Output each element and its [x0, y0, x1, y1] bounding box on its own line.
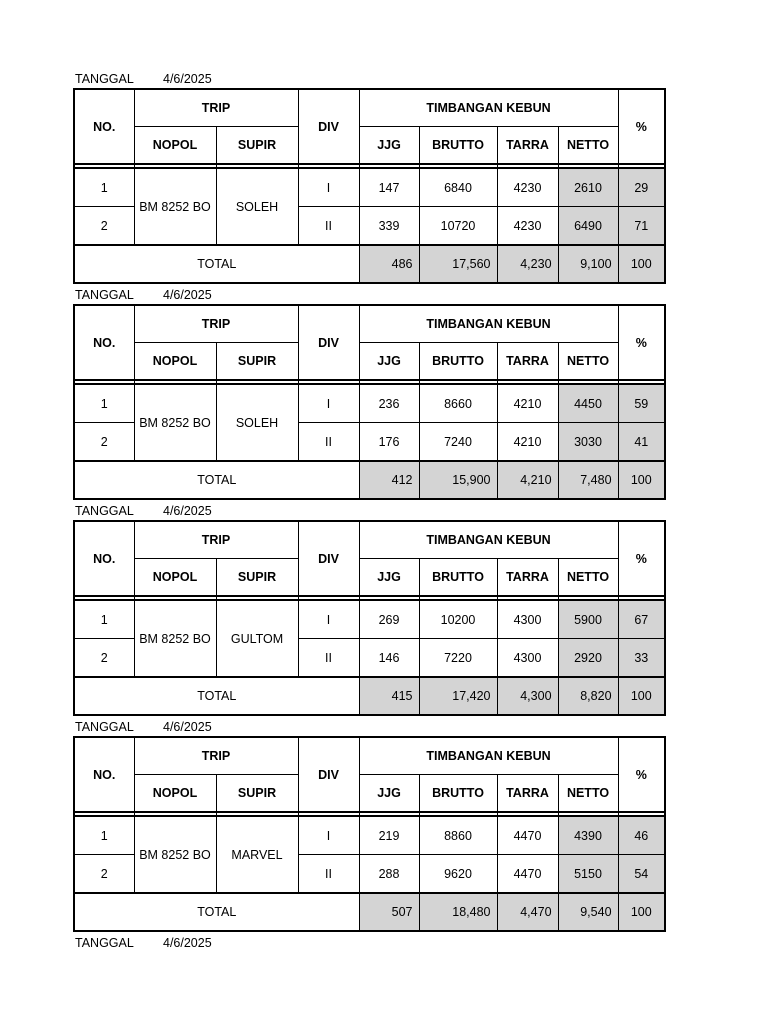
cell-tarra: 4300 [497, 639, 558, 678]
header-div: DIV [298, 737, 359, 812]
cell-netto: 3030 [558, 423, 618, 462]
cell-supir: GULTOM [216, 600, 298, 677]
header-no: NO. [74, 305, 134, 380]
weighing-block [73, 286, 666, 500]
date-value: 4/6/2025 [163, 288, 212, 302]
date-value: 4/6/2025 [163, 504, 212, 518]
total-jjg: 412 [359, 461, 419, 499]
cell-no: 1 [74, 168, 134, 207]
header-timbangan-kebun: TIMBANGAN KEBUN [359, 521, 618, 559]
date-line-trailing [73, 934, 666, 952]
cell-jjg: 288 [359, 855, 419, 894]
cell-jjg: 147 [359, 168, 419, 207]
cell-no: 2 [74, 423, 134, 462]
header-tarra: TARRA [497, 775, 558, 813]
total-percent: 100 [618, 461, 665, 499]
cell-percent: 33 [618, 639, 665, 678]
total-row [74, 461, 665, 499]
total-jjg: 507 [359, 893, 419, 931]
header-nopol: NOPOL [134, 127, 216, 165]
cell-div: I [298, 384, 359, 423]
total-label: TOTAL [74, 893, 359, 931]
cell-netto: 2610 [558, 168, 618, 207]
cell-brutto: 8860 [419, 816, 497, 855]
header-div: DIV [298, 89, 359, 164]
table-row [74, 168, 665, 207]
cell-brutto: 7220 [419, 639, 497, 678]
header-trip: TRIP [134, 737, 298, 775]
cell-tarra: 4210 [497, 384, 558, 423]
header-nopol: NOPOL [134, 343, 216, 381]
header-netto: NETTO [558, 559, 618, 597]
cell-brutto: 6840 [419, 168, 497, 207]
cell-div: II [298, 423, 359, 462]
cell-jjg: 236 [359, 384, 419, 423]
date-label: TANGGAL [75, 720, 134, 734]
cell-percent: 29 [618, 168, 665, 207]
header-jjg: JJG [359, 775, 419, 813]
cell-percent: 54 [618, 855, 665, 894]
header-trip: TRIP [134, 521, 298, 559]
table-row [74, 384, 665, 423]
header-netto: NETTO [558, 343, 618, 381]
header-percent: % [618, 737, 665, 812]
cell-percent: 41 [618, 423, 665, 462]
cell-tarra: 4470 [497, 816, 558, 855]
cell-supir: SOLEH [216, 168, 298, 245]
cell-netto: 5900 [558, 600, 618, 639]
header-no: NO. [74, 521, 134, 596]
header-jjg: JJG [359, 559, 419, 597]
header-brutto: BRUTTO [419, 127, 497, 165]
weighing-block [73, 718, 666, 932]
header-percent: % [618, 89, 665, 164]
header-nopol: NOPOL [134, 775, 216, 813]
cell-jjg: 219 [359, 816, 419, 855]
total-tarra: 4,230 [497, 245, 558, 283]
header-no: NO. [74, 89, 134, 164]
total-tarra: 4,470 [497, 893, 558, 931]
weighing-report [73, 70, 666, 952]
total-label: TOTAL [74, 461, 359, 499]
cell-tarra: 4210 [497, 423, 558, 462]
total-jjg: 415 [359, 677, 419, 715]
cell-no: 2 [74, 639, 134, 678]
cell-nopol: BM 8252 BO [134, 168, 216, 245]
header-brutto: BRUTTO [419, 559, 497, 597]
weighing-block [73, 70, 666, 284]
date-value: 4/6/2025 [163, 72, 212, 86]
total-brutto: 15,900 [419, 461, 497, 499]
header-div: DIV [298, 305, 359, 380]
weighing-table [73, 304, 666, 500]
header-percent: % [618, 305, 665, 380]
total-jjg: 486 [359, 245, 419, 283]
date-line [73, 70, 666, 88]
total-percent: 100 [618, 245, 665, 283]
cell-tarra: 4230 [497, 168, 558, 207]
cell-percent: 46 [618, 816, 665, 855]
cell-netto: 4390 [558, 816, 618, 855]
header-jjg: JJG [359, 127, 419, 165]
header-supir: SUPIR [216, 559, 298, 597]
cell-jjg: 269 [359, 600, 419, 639]
cell-div: I [298, 168, 359, 207]
header-no: NO. [74, 737, 134, 812]
cell-nopol: BM 8252 BO [134, 384, 216, 461]
header-supir: SUPIR [216, 343, 298, 381]
cell-supir: MARVEL [216, 816, 298, 893]
cell-jjg: 176 [359, 423, 419, 462]
total-netto: 7,480 [558, 461, 618, 499]
total-row [74, 893, 665, 931]
cell-netto: 4450 [558, 384, 618, 423]
total-netto: 9,100 [558, 245, 618, 283]
date-label: TANGGAL [75, 72, 134, 86]
total-percent: 100 [618, 893, 665, 931]
total-row [74, 677, 665, 715]
header-timbangan-kebun: TIMBANGAN KEBUN [359, 305, 618, 343]
table-row [74, 600, 665, 639]
date-label: TANGGAL [75, 288, 134, 302]
date-label: TANGGAL [75, 504, 134, 518]
cell-brutto: 7240 [419, 423, 497, 462]
total-row [74, 245, 665, 283]
total-tarra: 4,210 [497, 461, 558, 499]
cell-nopol: BM 8252 BO [134, 600, 216, 677]
cell-no: 1 [74, 384, 134, 423]
cell-div: II [298, 855, 359, 894]
cell-brutto: 8660 [419, 384, 497, 423]
total-brutto: 18,480 [419, 893, 497, 931]
cell-brutto: 10200 [419, 600, 497, 639]
date-line [73, 286, 666, 304]
cell-supir: SOLEH [216, 384, 298, 461]
cell-percent: 67 [618, 600, 665, 639]
cell-jjg: 339 [359, 207, 419, 246]
cell-netto: 6490 [558, 207, 618, 246]
cell-tarra: 4300 [497, 600, 558, 639]
total-tarra: 4,300 [497, 677, 558, 715]
header-percent: % [618, 521, 665, 596]
cell-percent: 59 [618, 384, 665, 423]
date-value: 4/6/2025 [163, 936, 212, 950]
header-nopol: NOPOL [134, 559, 216, 597]
cell-jjg: 146 [359, 639, 419, 678]
cell-no: 2 [74, 855, 134, 894]
header-trip: TRIP [134, 305, 298, 343]
header-jjg: JJG [359, 343, 419, 381]
total-brutto: 17,420 [419, 677, 497, 715]
table-row [74, 816, 665, 855]
date-value: 4/6/2025 [163, 720, 212, 734]
cell-no: 1 [74, 816, 134, 855]
cell-div: I [298, 816, 359, 855]
cell-no: 2 [74, 207, 134, 246]
total-brutto: 17,560 [419, 245, 497, 283]
cell-brutto: 9620 [419, 855, 497, 894]
cell-div: II [298, 207, 359, 246]
header-netto: NETTO [558, 775, 618, 813]
header-div: DIV [298, 521, 359, 596]
total-label: TOTAL [74, 245, 359, 283]
header-tarra: TARRA [497, 343, 558, 381]
cell-percent: 71 [618, 207, 665, 246]
header-tarra: TARRA [497, 559, 558, 597]
cell-brutto: 10720 [419, 207, 497, 246]
header-timbangan-kebun: TIMBANGAN KEBUN [359, 737, 618, 775]
header-netto: NETTO [558, 127, 618, 165]
total-label: TOTAL [74, 677, 359, 715]
cell-div: I [298, 600, 359, 639]
header-timbangan-kebun: TIMBANGAN KEBUN [359, 89, 618, 127]
weighing-table [73, 736, 666, 932]
header-supir: SUPIR [216, 775, 298, 813]
weighing-table [73, 88, 666, 284]
weighing-block [73, 502, 666, 716]
date-label: TANGGAL [75, 936, 134, 950]
header-brutto: BRUTTO [419, 775, 497, 813]
total-percent: 100 [618, 677, 665, 715]
cell-nopol: BM 8252 BO [134, 816, 216, 893]
cell-netto: 2920 [558, 639, 618, 678]
cell-tarra: 4230 [497, 207, 558, 246]
date-line [73, 718, 666, 736]
header-supir: SUPIR [216, 127, 298, 165]
header-brutto: BRUTTO [419, 343, 497, 381]
date-line [73, 502, 666, 520]
total-netto: 8,820 [558, 677, 618, 715]
weighing-table [73, 520, 666, 716]
total-netto: 9,540 [558, 893, 618, 931]
cell-tarra: 4470 [497, 855, 558, 894]
cell-div: II [298, 639, 359, 678]
cell-netto: 5150 [558, 855, 618, 894]
header-tarra: TARRA [497, 127, 558, 165]
cell-no: 1 [74, 600, 134, 639]
header-trip: TRIP [134, 89, 298, 127]
